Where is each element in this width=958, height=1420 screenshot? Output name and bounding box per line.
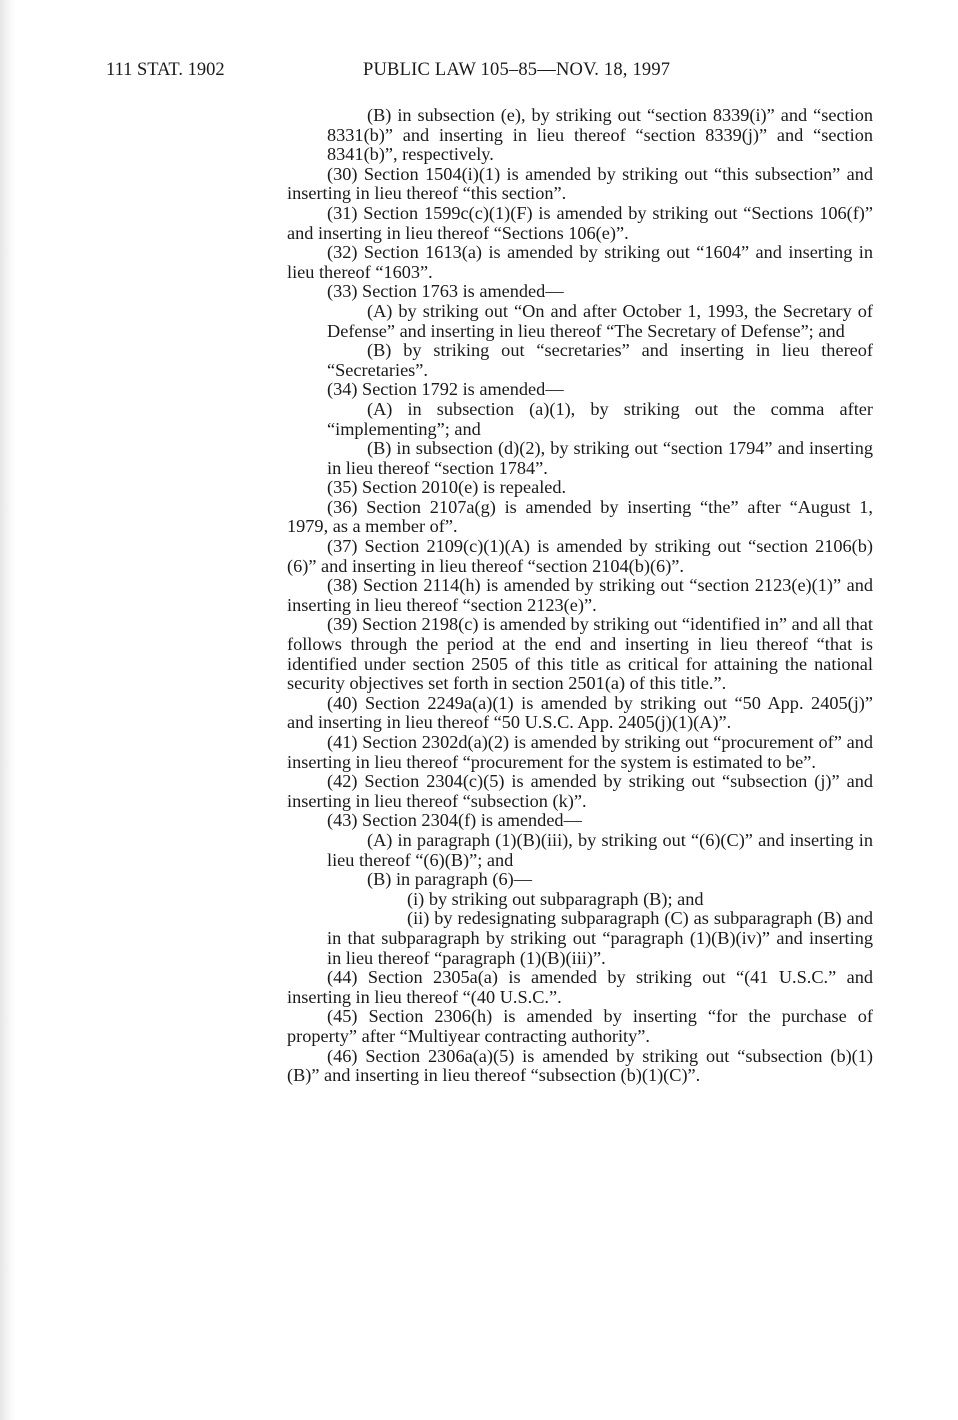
paragraph-43b-i: (i) by striking out subparagraph (B); and xyxy=(407,888,704,909)
page-header xyxy=(106,60,876,86)
paragraph-43: (43) Section 2304(f) is amended— xyxy=(327,810,582,831)
paragraph-37: (37) Section 2109(c)(1)(A) is amended by striking out “section 2106(b)(6)” and inserting in lieu thereof “section 2104(b)(6)”. xyxy=(287,536,873,576)
paragraph-41: (41) Section 2302d(a)(2) is amended by striking out “procurement of” and inserting in lieu thereof “procurement for the system is estimated to be”. xyxy=(287,732,873,772)
paragraph-33a: (A) by striking out “On and after October 1, 1993, the Secretary of Defense” and inserting in lieu thereof “The Secretary of Defense”; and xyxy=(327,300,873,341)
paragraph-36: (36) Section 2107a(g) is amended by inserting “the” after “August 1, 1979, as a member of”. xyxy=(287,496,873,537)
paragraph-43b-ii: (ii) by redesignating subparagraph (C) as subparagraph (B) and in that subparagraph by striking out “paragraph (1)(B)(iv)” and inserting in lieu thereof “paragraph (1)(B)(iii)”. xyxy=(327,908,873,968)
paragraph-44: (44) Section 2305a(a) is amended by striking out “(41 U.S.C.” and inserting in lieu thereof “(40 U.S.C.”. xyxy=(287,967,873,1007)
running-title: PUBLIC LAW 105–85—NOV. 18, 1997 xyxy=(363,60,671,80)
paragraph-34: (34) Section 1792 is amended— xyxy=(327,379,564,400)
paragraph-39: (39) Section 2198(c) is amended by striking out “identified in” and all that follows through the period at the end and inserting in lieu thereof “that is identified under section 2505 of this title as critical for attaining the national security objectives set forth in section 2501(a) of this title.”. xyxy=(287,614,873,694)
paragraph-31: (31) Section 1599c(c)(1)(F) is amended by striking out “Sections 106(f)” and inserting in lieu thereof “Sections 106(e)”. xyxy=(287,202,873,243)
stat-citation: 111 STAT. 1902 xyxy=(106,60,225,80)
paragraph-43a: (A) in paragraph (1)(B)(iii), by striking out “(6)(C)” and inserting in lieu thereof “(6)(B)”; and xyxy=(327,829,873,870)
paragraph-40: (40) Section 2249a(a)(1) is amended by striking out “50 App. 2405(j)” and inserting in lieu thereof “50 U.S.C. App. 2405(j)(1)(A)”. xyxy=(287,692,873,733)
paragraph-38: (38) Section 2114(h) is amended by striking out “section 2123(e)(1)” and inserting in lieu thereof “section 2123(e)”. xyxy=(287,575,873,615)
paragraph-46: (46) Section 2306a(a)(5) is amended by striking out “subsection (b)(1)(B)” and inserting in lieu thereof “subsection (b)(1)(C)”. xyxy=(287,1045,873,1086)
paragraph-34a: (A) in subsection (a)(1), by striking out the comma after “implementing”; and xyxy=(327,398,873,439)
paragraph-33: (33) Section 1763 is amended— xyxy=(327,281,564,302)
paragraph-32: (32) Section 1613(a) is amended by striking out “1604” and inserting in lieu thereof “1603”. xyxy=(287,242,873,282)
paragraph-45: (45) Section 2306(h) is amended by inserting “for the purchase of property” after “Multiyear contracting authority”. xyxy=(287,1006,873,1046)
paragraph-33b: (B) by striking out “secretaries” and inserting in lieu thereof “Secretaries”. xyxy=(327,340,873,380)
paragraph-42: (42) Section 2304(c)(5) is amended by striking out “subsection (j)” and inserting in lieu thereof “subsection (k)”. xyxy=(287,771,873,811)
paragraph-35: (35) Section 2010(e) is repealed. xyxy=(327,477,567,498)
paragraph-30: (30) Section 1504(i)(1) is amended by striking out “this subsection” and inserting in lieu thereof “this section”. xyxy=(287,163,873,204)
paragraph-34b: (B) in subsection (d)(2), by striking out “section 1794” and inserting in lieu thereof “section 1784”. xyxy=(327,438,873,478)
document-body xyxy=(287,106,873,1086)
paragraph-43b: (B) in paragraph (6)— xyxy=(367,869,532,890)
paragraph-29b: (B) in subsection (e), by striking out “section 8339(i)” and “section 8331(b)” and inserting in lieu thereof “section 8339(j)” and “section 8341(b)”, respectively. xyxy=(327,105,873,165)
scan-edge-shadow xyxy=(0,0,16,1420)
